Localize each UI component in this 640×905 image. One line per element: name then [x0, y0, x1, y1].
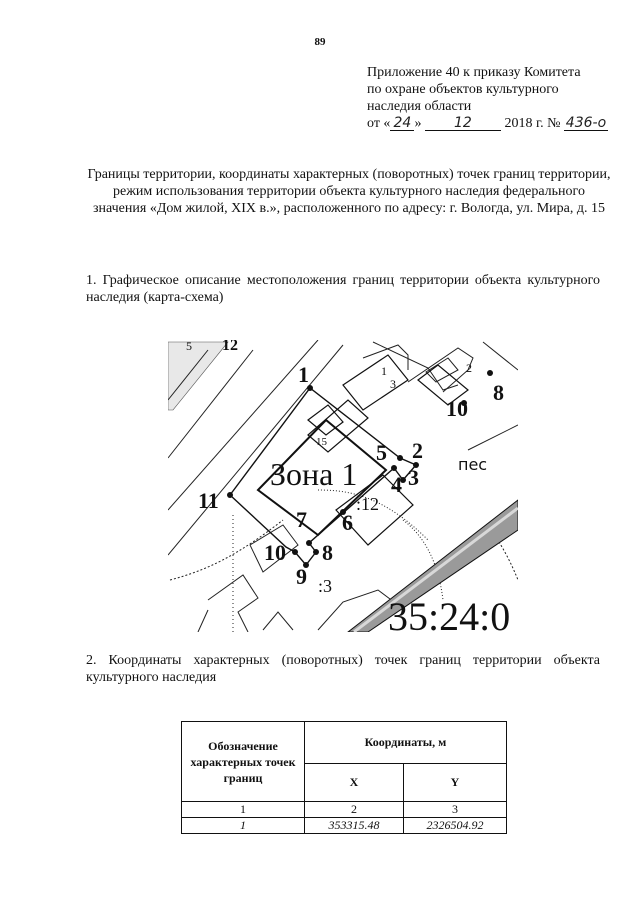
numbering-cell-3: 3 — [404, 802, 507, 818]
parcel-label-2: :3 — [318, 576, 333, 596]
edge-digit-1: 5 — [186, 340, 192, 353]
point-10 — [292, 549, 298, 555]
coordinates-table — [181, 721, 507, 834]
label-point-10-top: 10 — [446, 396, 468, 421]
point-11 — [227, 492, 233, 498]
numbering-row — [182, 802, 507, 818]
label-point-7: 7 — [296, 507, 307, 532]
page-number: 89 — [314, 36, 326, 48]
cell-x: 353315.48 — [305, 818, 404, 834]
col-point-header: Обозначение характерных точек границ — [182, 722, 305, 802]
label-point-9: 9 — [296, 564, 307, 589]
zone-label: Зона 1 — [270, 456, 358, 492]
label-point-11: 11 — [198, 488, 219, 513]
edge-digit-4: 2 — [466, 361, 472, 375]
label-point-3: 3 — [408, 465, 419, 490]
edge-digit-2: 1 — [381, 364, 387, 378]
cadastral-number: 35:24:0 — [388, 594, 511, 632]
numbering-cell-2: 2 — [305, 802, 404, 818]
label-point-6: 6 — [342, 510, 353, 535]
document-title: Границы территории, координаты характерных (поворотных) точек границ территории, режим использования территории объекта культурного наследия федерального значения «Дом жилой, XIX в.», расположенного по адресу: г. Вологда, ул. Мира, д. 15 — [87, 167, 611, 216]
col-x-header: X — [305, 764, 404, 802]
appendix-line-1: Приложение 40 к приказу Комитета — [367, 65, 581, 80]
appendix-date-line — [367, 115, 608, 132]
cell-y: 2326504.92 — [404, 818, 507, 834]
street-label: пес — [458, 455, 488, 474]
date-mid: » — [414, 116, 422, 131]
date-year: 2018 г. № — [504, 116, 561, 131]
label-point-2: 2 — [412, 438, 423, 463]
parcel-label: :12 — [356, 494, 380, 514]
cell-point: 1 — [182, 818, 305, 834]
edge-digit-3: 3 — [390, 377, 396, 391]
appendix-line-2: по охране объектов культурного — [367, 82, 559, 97]
point-12 — [487, 370, 493, 376]
label-point-4: 4 — [391, 472, 402, 497]
date-day: 24 — [390, 115, 414, 131]
coordinates-header: Координаты, м — [305, 722, 507, 764]
label-point-8-top: 8 — [493, 380, 504, 405]
date-prefix: от « — [367, 116, 391, 131]
label-point-1: 1 — [298, 362, 309, 387]
point-8 — [313, 549, 319, 555]
appendix-header — [367, 64, 608, 132]
boundary-map — [168, 340, 518, 632]
numbering-cell-1: 1 — [182, 802, 305, 818]
edge-digit-5: 15 — [316, 436, 327, 448]
table-row — [182, 818, 507, 834]
top-left-label: 12 — [222, 340, 238, 354]
col-y-header: Y — [404, 764, 507, 802]
label-point-10: 10 — [264, 540, 286, 565]
label-point-8: 8 — [322, 540, 333, 565]
section-2-heading: 2. Координаты характерных (поворотных) точек границ территории объекта культурного наследия — [86, 653, 600, 685]
point-4 — [391, 465, 397, 471]
date-month: 12 — [425, 115, 501, 131]
section-1-heading: 1. Графическое описание местоположения границ территории объекта культурного наследия (карта-схема) — [86, 273, 600, 305]
order-number: 436-о — [565, 115, 607, 131]
appendix-line-3: наследия области — [367, 99, 472, 114]
point-7 — [306, 540, 312, 546]
point-5 — [397, 455, 403, 461]
label-point-5: 5 — [376, 440, 387, 465]
